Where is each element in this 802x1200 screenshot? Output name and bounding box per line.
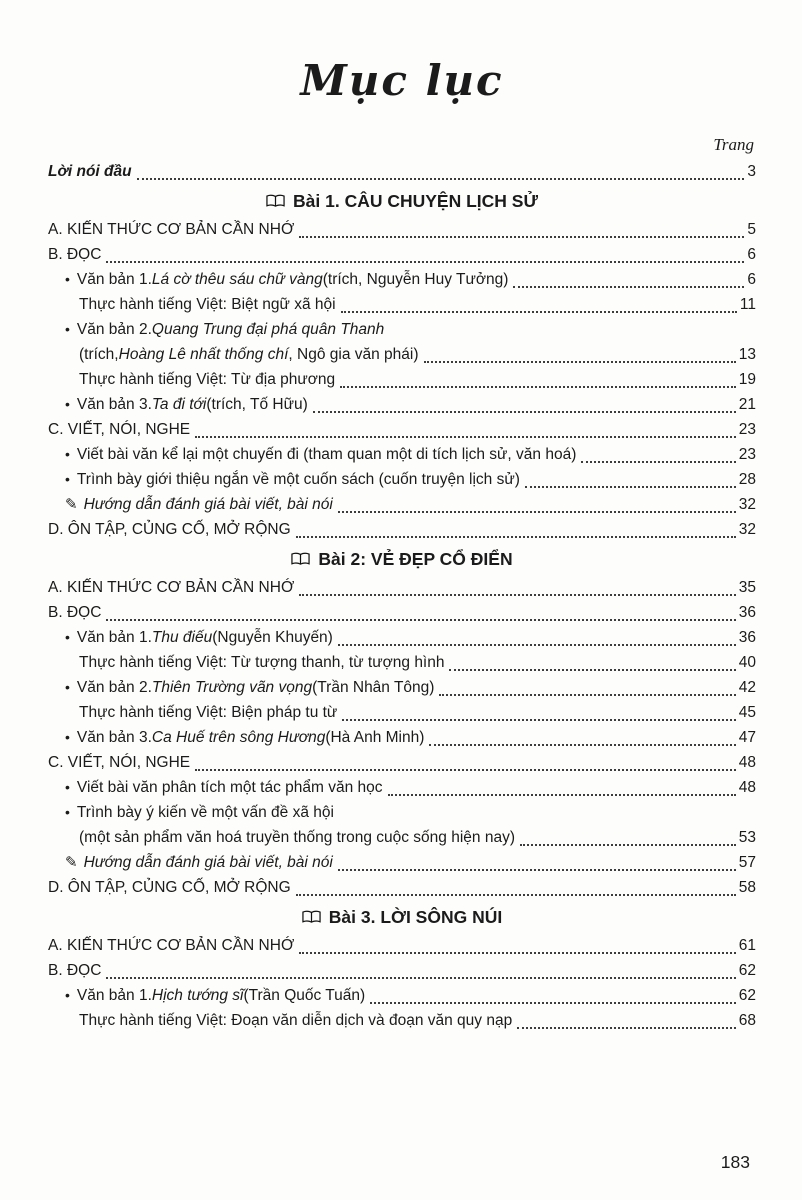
dot-leader	[296, 894, 736, 896]
page-ref: 36	[738, 604, 756, 621]
toc-entry	[48, 650, 756, 675]
toc-entry	[48, 800, 756, 825]
toc-entry-text: Thực hành tiếng Việt: Từ tượng thanh, từ tượng hình	[79, 654, 445, 671]
pencil-icon: ✎	[65, 496, 78, 513]
page-ref: 3	[747, 163, 756, 180]
page-ref: 35	[738, 579, 756, 596]
toc-entry	[48, 492, 756, 517]
toc-entry	[48, 467, 756, 492]
toc-entry-text: (trích,	[79, 346, 119, 363]
toc-entry	[48, 367, 756, 392]
toc-entry	[48, 875, 756, 900]
bullet-icon: •	[65, 629, 70, 645]
toc-entry-text: Thực hành tiếng Việt: Đoạn văn diễn dịch và đoạn văn quy nạp	[79, 1012, 513, 1029]
dot-leader	[370, 1002, 736, 1004]
toc-entry-text: Thực hành tiếng Việt: Biệt ngữ xã hội	[79, 296, 336, 313]
dot-leader	[195, 436, 736, 438]
toc-entry	[48, 267, 756, 292]
toc-entry-text: Thu điếu	[151, 629, 213, 646]
dot-leader	[525, 486, 736, 488]
page-ref: 13	[738, 346, 756, 363]
dot-leader	[513, 286, 744, 288]
page-ref: 61	[738, 937, 756, 954]
toc-entry	[48, 958, 756, 983]
page-ref: 36	[738, 629, 756, 646]
bullet-icon: •	[65, 396, 70, 412]
dot-leader	[429, 744, 735, 746]
bullet-icon: •	[65, 987, 70, 1003]
toc-entry	[48, 217, 756, 242]
page-ref: 32	[738, 496, 756, 513]
bullet-icon: •	[65, 271, 70, 287]
dot-leader	[342, 719, 735, 721]
dot-leader	[299, 594, 736, 596]
page-ref: 58	[738, 879, 756, 896]
bullet-icon: •	[65, 779, 70, 795]
toc-entry-text: Viết bài văn kể lại một chuyến đi (tham quan một di tích lịch sử, văn hoá)	[76, 446, 577, 463]
book-icon	[302, 910, 321, 924]
dot-leader	[340, 386, 736, 388]
toc-entry-text: Hoàng Lê nhất thống chí	[118, 346, 289, 363]
toc-entry	[48, 983, 756, 1008]
dot-leader	[520, 844, 736, 846]
dot-leader	[299, 236, 744, 238]
dot-leader	[424, 361, 736, 363]
toc-entry-text: Thực hành tiếng Việt: Biện pháp tu từ	[79, 704, 338, 721]
page-ref: 62	[738, 987, 756, 1004]
dot-leader	[517, 1027, 736, 1029]
toc-entry-text: (trích, Nguyễn Huy Tưởng)	[322, 271, 509, 288]
toc-entry-text: Thực hành tiếng Việt: Từ địa phương	[79, 371, 336, 388]
chapter-heading-label: Bài 1. CÂU CHUYỆN LỊCH SỬ	[293, 191, 538, 211]
toc-entry-text: B. ĐỌC	[48, 246, 102, 263]
toc-entry-text: Quang Trung đại phá quân Thanh	[151, 321, 385, 338]
toc-entry-text: , Ngô gia văn phái)	[288, 346, 419, 363]
page-title: Mục lục	[300, 56, 504, 105]
dot-leader	[439, 694, 735, 696]
toc-entry	[48, 292, 756, 317]
toc-list	[48, 159, 756, 1033]
chapter-heading-label: Bài 2: VẺ ĐẸP CỔ ĐIỂN	[318, 549, 513, 569]
page-ref: 6	[747, 271, 756, 288]
chapter-heading	[48, 902, 756, 932]
page-number: 183	[720, 1152, 750, 1172]
toc-entry-text: A. KIẾN THỨC CƠ BẢN CẦN NHỚ	[48, 579, 295, 596]
dot-leader	[341, 311, 737, 313]
page-ref: 40	[738, 654, 756, 671]
page-ref: 23	[738, 421, 756, 438]
dot-leader	[338, 511, 736, 513]
toc-entry-text: Trình bày ý kiến về một vấn đề xã hội	[76, 804, 334, 821]
book-icon	[291, 552, 310, 566]
bullet-icon: •	[65, 471, 70, 487]
toc-entry-text: C. VIẾT, NÓI, NGHE	[48, 421, 191, 438]
page-ref: 47	[738, 729, 756, 746]
bullet-icon: •	[65, 804, 70, 820]
toc-entry	[48, 700, 756, 725]
toc-entry	[48, 600, 756, 625]
dot-leader	[338, 644, 736, 646]
page-ref: 48	[738, 779, 756, 796]
dot-leader	[449, 669, 735, 671]
bullet-icon: •	[65, 446, 70, 462]
toc-entry-text: Viết bài văn phân tích một tác phẩm văn học	[76, 779, 383, 796]
toc-entry	[48, 933, 756, 958]
toc-entry-text: Văn bản 1.	[76, 629, 152, 646]
column-header-trang: Trang	[713, 135, 754, 154]
toc-entry-text: D. ÔN TẬP, CỦNG CỐ, MỞ RỘNG	[48, 879, 291, 896]
page-ref: 28	[738, 471, 756, 488]
toc-entry-text: Ca Huế trên sông Hương	[151, 729, 326, 746]
toc-entry	[48, 442, 756, 467]
toc-entry	[48, 625, 756, 650]
dot-leader	[195, 769, 736, 771]
page-ref: 6	[747, 246, 756, 263]
dot-leader	[106, 261, 744, 263]
page-ref: 45	[738, 704, 756, 721]
toc-entry-text: B. ĐỌC	[48, 604, 102, 621]
toc-entry-text: Ta đi tới	[151, 396, 207, 413]
dot-leader	[581, 461, 735, 463]
page-ref: 42	[738, 679, 756, 696]
page-ref: 48	[738, 754, 756, 771]
dot-leader	[106, 619, 735, 621]
toc-entry	[48, 392, 756, 417]
toc-entry	[48, 850, 756, 875]
toc-entry	[48, 825, 756, 850]
toc-entry-text: Văn bản 3.	[76, 396, 152, 413]
dot-leader	[106, 977, 735, 979]
book-icon	[266, 194, 285, 208]
bullet-icon: •	[65, 729, 70, 745]
page-ref: 19	[738, 371, 756, 388]
dot-leader	[388, 794, 736, 796]
toc-entry	[48, 417, 756, 442]
toc-entry-text: (Hà Anh Minh)	[325, 729, 425, 746]
toc-entry	[48, 725, 756, 750]
toc-entry-text: Văn bản 1.	[76, 271, 152, 288]
bullet-icon: •	[65, 321, 70, 337]
toc-entry-text: (Trần Nhân Tông)	[312, 679, 435, 696]
page-ref: 5	[747, 221, 756, 238]
toc-entry-text: B. ĐỌC	[48, 962, 102, 979]
page-ref: 62	[738, 962, 756, 979]
toc-entry-text: Lá cờ thêu sáu chữ vàng	[151, 271, 323, 288]
dot-leader	[313, 411, 736, 413]
chapter-heading-label: Bài 3. LỜI SÔNG NÚI	[328, 907, 503, 927]
toc-entry-text: Văn bản 2.	[76, 679, 152, 696]
toc-entry	[48, 675, 756, 700]
toc-entry-text: (Nguyễn Khuyến)	[212, 629, 333, 646]
toc-entry	[48, 1008, 756, 1033]
toc-entry-text: (trích, Tố Hữu)	[206, 396, 308, 413]
toc-entry	[48, 517, 756, 542]
page-ref: 53	[738, 829, 756, 846]
dot-leader	[338, 869, 736, 871]
page-ref: 68	[738, 1012, 756, 1029]
dot-leader	[296, 536, 736, 538]
dot-leader	[137, 178, 745, 180]
page-ref: 32	[738, 521, 756, 538]
toc-entry	[48, 575, 756, 600]
toc-entry-text: D. ÔN TẬP, CỦNG CỐ, MỞ RỘNG	[48, 521, 291, 538]
page-ref: 21	[738, 396, 756, 413]
bullet-icon: •	[65, 679, 70, 695]
toc-entry-text: C. VIẾT, NÓI, NGHE	[48, 754, 191, 771]
page-ref: 57	[738, 854, 756, 871]
toc-entry-text: (một sản phẩm văn hoá truyền thống trong cuộc sống hiện nay)	[79, 829, 515, 846]
toc-entry	[48, 159, 756, 184]
toc-entry-text: A. KIẾN THỨC CƠ BẢN CẦN NHỚ	[48, 937, 295, 954]
toc-entry-text: Lời nói đầu	[48, 163, 132, 180]
toc-entry-text: (Trần Quốc Tuấn)	[243, 987, 366, 1004]
toc-entry	[48, 242, 756, 267]
toc-entry	[48, 317, 756, 342]
toc-entry-text: Hướng dẫn đánh giá bài viết, bài nói	[83, 854, 333, 871]
page-ref: 23	[738, 446, 756, 463]
page-ref: 11	[739, 296, 756, 313]
toc-entry-text: A. KIẾN THỨC CƠ BẢN CẦN NHỚ	[48, 221, 295, 238]
toc-entry-text: Trình bày giới thiệu ngắn về một cuốn sách (cuốn truyện lịch sử)	[76, 471, 520, 488]
chapter-heading	[48, 544, 756, 574]
toc-entry-text: Văn bản 3.	[76, 729, 152, 746]
toc-entry-text: Văn bản 2.	[76, 321, 152, 338]
dot-leader	[299, 952, 736, 954]
toc-entry-text: Thiên Trường vãn vọng	[151, 679, 313, 696]
chapter-heading	[48, 186, 756, 216]
toc-entry	[48, 750, 756, 775]
toc-entry-text: Văn bản 1.	[76, 987, 152, 1004]
toc-entry-text: Hịch tướng sĩ	[151, 987, 244, 1004]
toc-entry	[48, 775, 756, 800]
toc-entry	[48, 342, 756, 367]
toc-entry-text: Hướng dẫn đánh giá bài viết, bài nói	[83, 496, 333, 513]
pencil-icon: ✎	[65, 854, 78, 871]
